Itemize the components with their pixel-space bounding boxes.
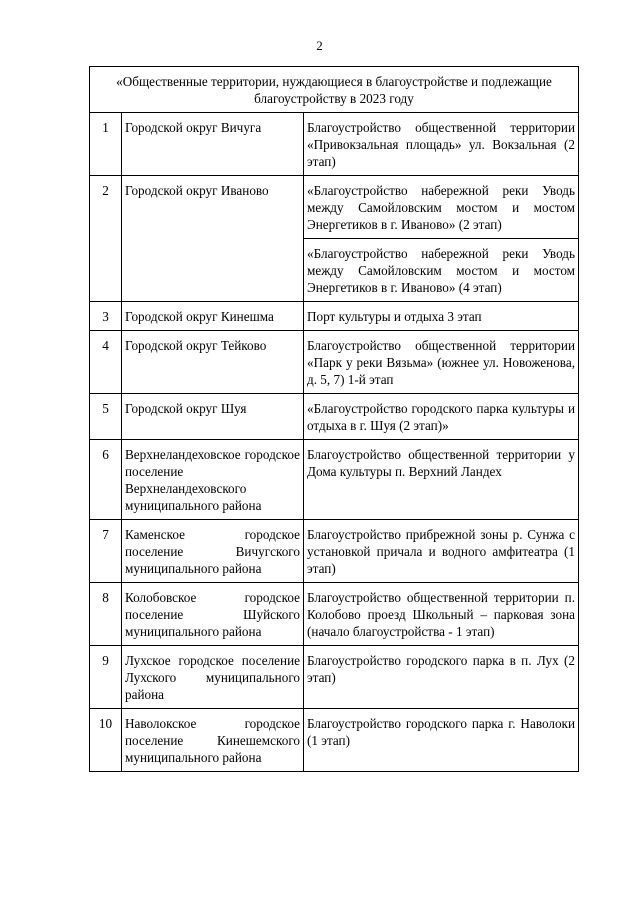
project-description: Благоустройство прибрежной зоны р. Сунжа с установкой причала и водного амфитеатра (1 этап) [304,520,579,583]
table-heading: «Общественные территории, нуждающиеся в благоустройстве и подлежащие благоустройству в 2023 году [90,67,579,113]
row-number: 10 [90,709,122,772]
project-description: «Благоустройство городского парка культуры и отдыха в г. Шуя (2 этап)» [304,394,579,440]
row-number: 1 [90,113,122,176]
table-row [90,520,579,583]
municipality-name: Лухское городское поселение Лухского муниципального района [122,646,304,709]
project-description: Благоустройство общественной территории «Парк у реки Вязьма» (южнее ул. Новоженова, д. 5, 7) 1-й этап [304,331,579,394]
municipality-name: Колобовское городское поселение Шуйского муниципального района [122,583,304,646]
row-number: 5 [90,394,122,440]
municipality-name: Верхнеландеховское городское поселение Верхнеландеховского муниципального района [122,440,304,520]
page-number: 2 [316,38,323,53]
municipality-name: Городской округ Вичуга [122,113,304,176]
municipality-name: Наволокское городское поселение Кинешемского муниципального района [122,709,304,772]
municipality-name: Каменское городское поселение Вичугского муниципального района [122,520,304,583]
municipality-name: Городской округ Кинешма [122,302,304,331]
table-row [90,440,579,520]
row-number: 3 [90,302,122,331]
project-description: Благоустройство общественной территории «Привокзальная площадь» ул. Вокзальная (2 этап) [304,113,579,176]
row-number: 6 [90,440,122,520]
municipality-name: Городской округ Иваново [122,176,304,302]
project-description: «Благоустройство набережной реки Уводь между Самойловским мостом и мостом Энергетиков в г. Иваново» (4 этап) [304,239,579,302]
table-row [90,113,579,176]
row-number: 7 [90,520,122,583]
project-description: «Благоустройство набережной реки Уводь между Самойловским мостом и мостом Энергетиков в г. Иваново» (2 этап) [304,176,579,239]
row-number: 9 [90,646,122,709]
table-row [90,646,579,709]
table-row [90,583,579,646]
project-description: Порт культуры и отдыха 3 этап [304,302,579,331]
table-row [90,394,579,440]
project-description: Благоустройство городского парка в п. Лух (2 этап) [304,646,579,709]
table-row [90,176,579,239]
project-description: Благоустройство городского парка г. Наволоки (1 этап) [304,709,579,772]
table-heading-row [90,67,579,113]
row-number: 2 [90,176,122,302]
table-row [90,331,579,394]
municipality-name: Городской округ Тейково [122,331,304,394]
project-description: Благоустройство общественной территории п. Колобово проезд Школьный – парковая зона (начало благоустройства - 1 этап) [304,583,579,646]
row-number: 4 [90,331,122,394]
municipality-name: Городской округ Шуя [122,394,304,440]
project-description: Благоустройство общественной территории у Дома культуры п. Верхний Ландех [304,440,579,520]
table-row [90,302,579,331]
territories-table [89,66,579,772]
table-row [90,709,579,772]
row-number: 8 [90,583,122,646]
